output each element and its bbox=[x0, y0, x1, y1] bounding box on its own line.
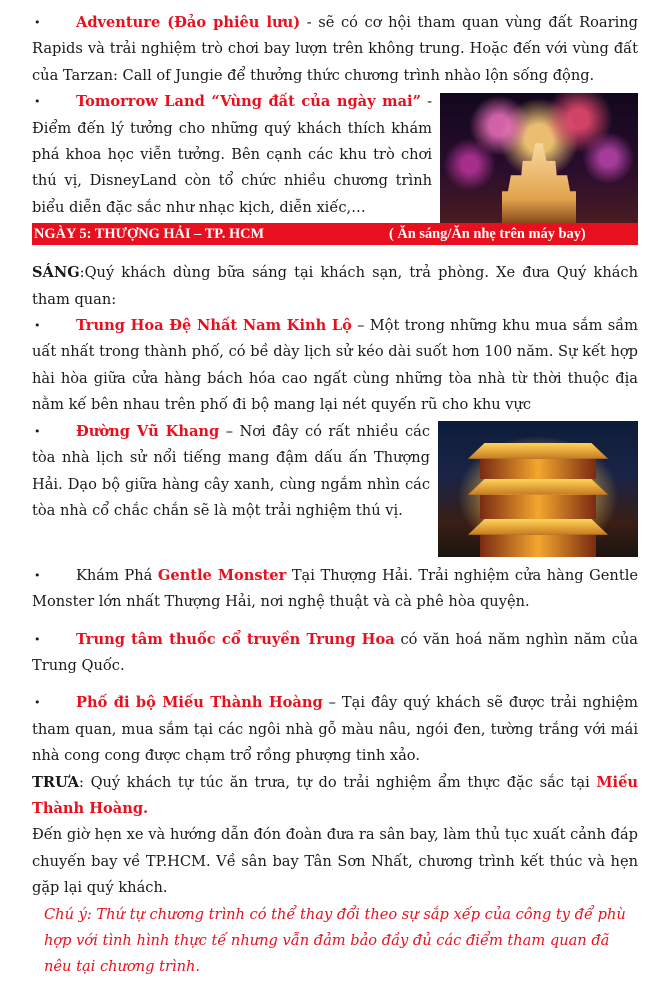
morning-intro bbox=[32, 260, 638, 313]
attraction-description: – Một trong những khu mua sắm sầm uất nhất trong thành phố, có bề dày lịch sử kéo dài suốt hơn 100 năm. Sự kết hợp hài hòa giữa cửa hàng bách hóa cao ngất cùng những tòa nhà từ thời thuộc địa nằm kế bên nhau trên phố đi bộ mang lại nét quyến rũ cho khu vực bbox=[32, 317, 639, 414]
attraction-description: - Điểm đến lý tưởng cho những quý khách thích khám phá khoa học viễn tưởng. Bên cạnh các khu trò chơi thú vị, DisneyLand còn tổ chức nhiều chương trình biểu diễn đặc sắc như nhạc kịch, diễn xiếc,… bbox=[32, 93, 432, 216]
bullet: • bbox=[34, 16, 41, 29]
bullet: • bbox=[34, 424, 41, 438]
attraction-title: Tomorrow Land “Vùng đất của ngày mai” bbox=[76, 93, 421, 111]
lunch-place: Miếu Thành Hoàng. bbox=[32, 773, 638, 817]
itinerary-page bbox=[32, 10, 638, 981]
bullet: • bbox=[34, 632, 41, 646]
attraction-title: Adventure (Đảo phiêu lưu) bbox=[76, 14, 301, 31]
day-5-meals: ( Ăn sáng/Ăn nhẹ trên máy bay) bbox=[389, 226, 586, 243]
roof-shape bbox=[468, 443, 608, 459]
bullet: • bbox=[34, 568, 41, 582]
floor-shape bbox=[480, 535, 596, 557]
attraction-prefix: Khám Phá bbox=[76, 566, 158, 584]
closing-paragraph: Đến giờ hẹn xe và hướng dẫn đón đoàn đưa ra sân bay, làm thủ tục xuất cảnh đáp chuyến bay về TP.HCM. Về sân bay Tân Sơn Nhất, chương trình kết thúc và hẹn gặp lại quý khách. bbox=[32, 826, 638, 897]
attraction-description: – Nơi đây có rất nhiều các tòa nhà lịch sử nổi tiếng mang đậm dấu ấn Thượng Hải. Dạo bộ giữa hàng cây xanh, cùng ngắm nhìn các tòa nhà cổ chắc chắn sẽ là một trải nghiệm thú vị. bbox=[32, 422, 430, 519]
attraction-adventure bbox=[32, 10, 638, 89]
lunch-text: : Quý khách tự túc ăn trưa, tự do trải nghiệm ẩm thực đặc sắc tại bbox=[79, 773, 597, 791]
day-5-title: NGÀY 5: THƯỢNG HẢI – TP. HCM bbox=[34, 226, 265, 243]
fireworks-castle-photo bbox=[440, 93, 638, 223]
attraction-traditional-medicine bbox=[32, 627, 638, 680]
attraction-description: có văn hoá năm nghìn năm của Trung Quốc. bbox=[32, 630, 638, 674]
day-5-banner bbox=[32, 223, 638, 245]
attraction-title: Phố đi bộ Miếu Thành Hoàng bbox=[76, 694, 323, 712]
bullet: • bbox=[34, 95, 41, 109]
roof-shape bbox=[468, 519, 608, 535]
attraction-title: Gentle Monster bbox=[157, 566, 287, 584]
shanghai-pagoda-photo bbox=[438, 421, 638, 557]
attraction-city-god-temple bbox=[32, 690, 638, 769]
morning-label: SÁNG bbox=[32, 264, 80, 282]
roof-shape bbox=[468, 479, 608, 495]
attraction-description: – Tại đây quý khách sẽ được trải nghiệm tham quan, mua sắm tại các ngôi nhà gỗ màu nâu, ngói đen, tường trắng với mái nhà cong cong được chạm trổ rồng phượng tinh xảo. bbox=[32, 694, 638, 765]
lunch-label: TRƯA bbox=[32, 773, 80, 791]
morning-text: :Quý khách dùng bữa sáng tại khách sạn, trả phòng. Xe đưa Quý khách tham quan: bbox=[32, 264, 638, 308]
attraction-title: Trung tâm thuốc cổ truyền Trung Hoa bbox=[76, 630, 395, 648]
castle-shape bbox=[502, 143, 576, 223]
bullet: • bbox=[34, 319, 41, 333]
lunch-paragraph bbox=[32, 770, 638, 823]
attraction-title: Đường Vũ Khang bbox=[76, 422, 220, 440]
attraction-title: Trung Hoa Đệ Nhất Nam Kinh Lộ bbox=[76, 317, 352, 335]
program-note: Chú ý: Thứ tự chương trình có thể thay đổi theo sự sắp xếp của công ty để phù hợp với tình hình thực tế nhưng vẫn đảm bảo đầy đủ các điểm tham quan đã nêu tại chương trình. bbox=[44, 905, 626, 976]
attraction-gentle-monster bbox=[32, 563, 638, 616]
attraction-description: Tại Thượng Hải. Trải nghiệm cửa hàng Gentle Monster lớn nhất Thượng Hải, nơi nghệ thuật và cà phê hòa quyện. bbox=[32, 566, 638, 611]
floor-shape bbox=[480, 459, 596, 479]
attraction-nanjing-road bbox=[32, 313, 638, 419]
attraction-description: - sẽ có cơ hội tham quan vùng đất Roaring Rapids và trải nghiệm trò chơi bay lượn trên không trung. Hoặc đến với vùng đất của Tarzan: Call of Jungie để thưởng thức chương trình nhào lộn sống động. bbox=[32, 14, 638, 84]
bullet: • bbox=[34, 696, 41, 710]
floor-shape bbox=[480, 495, 596, 519]
